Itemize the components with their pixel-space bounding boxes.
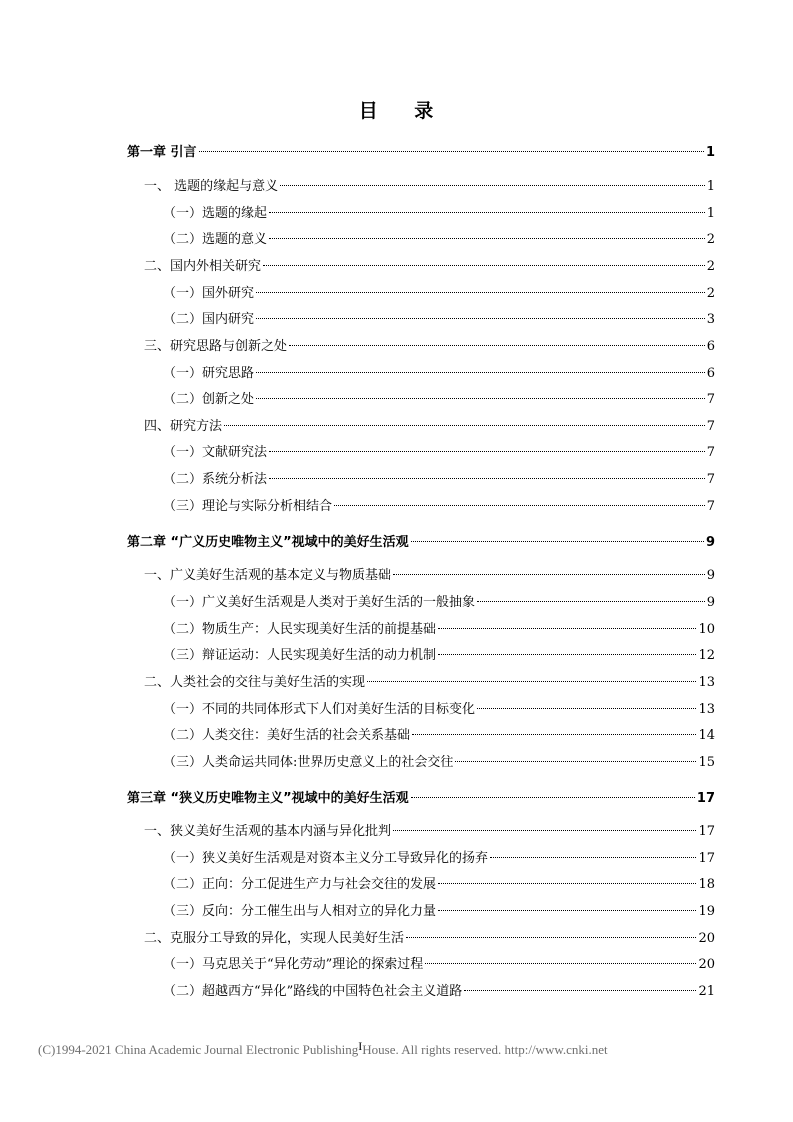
- toc-entry-label: （一）文献研究法: [163, 445, 268, 460]
- toc-entry-label: （三）人类命运共同体:世界历史意义上的社会交往: [163, 755, 454, 770]
- dot-leader: [477, 601, 705, 602]
- toc-entry-label: 一、广义美好生活观的基本定义与物质基础: [144, 568, 392, 583]
- toc-section-entry[interactable]: [144, 673, 715, 693]
- toc-entry-page-number: 10: [698, 622, 715, 637]
- toc-entry-page-number: 15: [698, 755, 715, 770]
- toc-entry-label: 二、克服分工导致的异化，实现人民美好生活: [144, 931, 405, 946]
- toc-entry-label: （二）系统分析法: [163, 472, 268, 487]
- toc-subsection-entry[interactable]: [163, 620, 715, 640]
- toc-entry-page-number: 7: [706, 472, 715, 487]
- toc-subsection-entry[interactable]: [163, 726, 715, 746]
- toc-entry-label: （二）物质生产：人民实现美好生活的前提基础: [163, 622, 437, 637]
- toc-subsection-entry[interactable]: [163, 955, 715, 975]
- dot-leader: [269, 451, 705, 452]
- toc-entry-page-number: 14: [698, 728, 715, 743]
- dot-leader: [425, 963, 696, 964]
- toc-entry-page-number: 17: [698, 851, 715, 866]
- dot-leader: [464, 990, 696, 991]
- toc-subsection-entry[interactable]: [163, 753, 715, 773]
- toc-entry-label: （三）理论与实际分析相结合: [163, 499, 333, 514]
- toc-entry-page-number: 7: [706, 419, 715, 434]
- toc-entry-label: （三）反向：分工催生出与人相对立的异化力量: [163, 904, 437, 919]
- dot-leader: [263, 265, 705, 266]
- toc-subsection-entry[interactable]: [163, 390, 715, 410]
- toc-entry-page-number: 17: [698, 824, 715, 839]
- toc-entry-page-number: 1: [706, 206, 715, 221]
- toc-entry-label: （二）人类交往：美好生活的社会关系基础: [163, 728, 411, 743]
- toc-subsection-entry[interactable]: [163, 443, 715, 463]
- dot-leader: [438, 883, 696, 884]
- dot-leader: [412, 734, 696, 735]
- toc-entry-label: 二、国内外相关研究: [144, 259, 262, 274]
- toc-entry-label: （三）辩证运动：人民实现美好生活的动力机制: [163, 648, 437, 663]
- toc-entry-page-number: 9: [706, 595, 715, 610]
- dot-leader: [411, 797, 695, 798]
- toc-entry-page-number: 9: [705, 535, 715, 550]
- footer-copyright-left: (C)1994-2021 China Academic Journal Electronic Publishing: [38, 1042, 359, 1057]
- toc-entry-page-number: 3: [706, 312, 715, 327]
- toc-subsection-entry[interactable]: [163, 902, 715, 922]
- toc-entry-label: （二）国内研究: [163, 312, 255, 327]
- dot-leader: [269, 238, 705, 239]
- toc-subsection-entry[interactable]: [163, 310, 715, 330]
- toc-subsection-entry[interactable]: [163, 364, 715, 384]
- toc-entry-page-number: 1: [706, 179, 715, 194]
- toc-entry-label: （一）选题的缘起: [163, 206, 268, 221]
- toc-entry-label: （二）超越西方“异化”路线的中国特色社会主义道路: [163, 984, 463, 999]
- toc-section-entry[interactable]: [144, 929, 715, 949]
- toc-chapter-entry[interactable]: [127, 789, 715, 809]
- toc-subsection-entry[interactable]: [163, 497, 715, 517]
- dot-leader: [334, 505, 705, 506]
- dot-leader: [477, 708, 696, 709]
- toc-section-entry[interactable]: [144, 822, 715, 842]
- toc-chapter-entry[interactable]: [127, 143, 715, 163]
- toc-entry-label: （二）选题的意义: [163, 232, 268, 247]
- toc-section-entry[interactable]: [144, 177, 715, 197]
- toc-entry-label: （二）正向：分工促进生产力与社会交往的发展: [163, 877, 437, 892]
- toc-entry-label: （一）研究思路: [163, 366, 255, 381]
- toc-entry-page-number: 7: [706, 499, 715, 514]
- dot-leader: [393, 574, 705, 575]
- toc-entry-label: 第二章 “广义历史唯物主义”视域中的美好生活观: [127, 535, 409, 550]
- toc-entry-page-number: 19: [698, 904, 715, 919]
- toc-section-entry[interactable]: [144, 566, 715, 586]
- toc-entry-page-number: 20: [698, 957, 715, 972]
- footer-page-number: I: [358, 1039, 363, 1053]
- toc-entry-page-number: 21: [698, 984, 715, 999]
- toc-entry-label: （一）不同的共同体形式下人们对美好生活的目标变化: [163, 702, 476, 717]
- toc-title: 目 录: [358, 100, 435, 122]
- toc-subsection-entry[interactable]: [163, 593, 715, 613]
- toc-entry-label: 三、研究思路与创新之处: [144, 339, 288, 354]
- toc-subsection-entry[interactable]: [163, 204, 715, 224]
- toc-subsection-entry[interactable]: [163, 849, 715, 869]
- toc-subsection-entry[interactable]: [163, 700, 715, 720]
- dot-leader: [256, 398, 705, 399]
- toc-entry-page-number: 13: [698, 675, 715, 690]
- toc-entry-label: 第三章 “狭义历史唯物主义”视域中的美好生活观: [127, 791, 409, 806]
- dot-leader: [256, 318, 705, 319]
- toc-entry-label: （一）马克思关于“异化劳动”理论的探索过程: [163, 957, 424, 972]
- toc-subsection-entry[interactable]: [163, 284, 715, 304]
- dot-leader: [406, 937, 696, 938]
- toc-entry-page-number: 6: [706, 339, 715, 354]
- toc-entry-page-number: 12: [698, 648, 715, 663]
- toc-entry-label: （二）创新之处: [163, 392, 255, 407]
- toc-entry-page-number: 1: [705, 145, 715, 160]
- dot-leader: [455, 761, 696, 762]
- toc-entry-page-number: 2: [706, 232, 715, 247]
- toc-section-entry[interactable]: [144, 257, 715, 277]
- dot-leader: [490, 857, 696, 858]
- toc-entry-label: 一、狭义美好生活观的基本内涵与异化批判: [144, 824, 392, 839]
- toc-entry-page-number: 7: [706, 392, 715, 407]
- toc-subsection-entry[interactable]: [163, 646, 715, 666]
- toc-entry-page-number: 20: [698, 931, 715, 946]
- toc-entry-label: （一）狭义美好生活观是对资本主义分工导致异化的扬弃: [163, 851, 489, 866]
- toc-subsection-entry[interactable]: [163, 982, 715, 1002]
- toc-subsection-entry[interactable]: [163, 470, 715, 490]
- dot-leader: [438, 654, 696, 655]
- copyright-footer: [38, 1039, 738, 1058]
- dot-leader: [438, 910, 696, 911]
- toc-section-entry[interactable]: [144, 337, 715, 357]
- dot-leader: [256, 372, 705, 373]
- dot-leader: [289, 345, 705, 346]
- dot-leader: [411, 541, 704, 542]
- toc-entry-page-number: 13: [698, 702, 715, 717]
- toc-entry-label: 二、人类社会的交往与美好生活的实现: [144, 675, 366, 690]
- toc-entry-label: 第一章 引言: [127, 145, 197, 160]
- toc-entry-page-number: 2: [706, 259, 715, 274]
- toc-entry-page-number: 2: [706, 286, 715, 301]
- toc-entry-page-number: 9: [706, 568, 715, 583]
- dot-leader: [256, 292, 705, 293]
- toc-chapter-entry[interactable]: [127, 533, 715, 553]
- dot-leader: [269, 478, 705, 479]
- dot-leader: [280, 185, 705, 186]
- toc-entry-label: （一）国外研究: [163, 286, 255, 301]
- toc-subsection-entry[interactable]: [163, 875, 715, 895]
- toc-entry-page-number: 18: [698, 877, 715, 892]
- toc-subsection-entry[interactable]: [163, 230, 715, 250]
- dot-leader: [224, 425, 705, 426]
- dot-leader: [199, 151, 704, 152]
- toc-entry-label: 一、 选题的缘起与意义: [144, 179, 279, 194]
- dot-leader: [393, 830, 696, 831]
- toc-entry-page-number: 17: [696, 791, 715, 806]
- dot-leader: [269, 212, 705, 213]
- toc-entry-page-number: 6: [706, 366, 715, 381]
- toc-entry-label: 四、研究方法: [144, 419, 223, 434]
- toc-entry-label: （一）广义美好生活观是人类对于美好生活的一般抽象: [163, 595, 476, 610]
- toc-entry-page-number: 7: [706, 445, 715, 460]
- toc-section-entry[interactable]: [144, 417, 715, 437]
- dot-leader: [367, 681, 696, 682]
- dot-leader: [438, 628, 696, 629]
- footer-copyright-right: House. All rights reserved. http://www.cnki.net: [362, 1042, 608, 1057]
